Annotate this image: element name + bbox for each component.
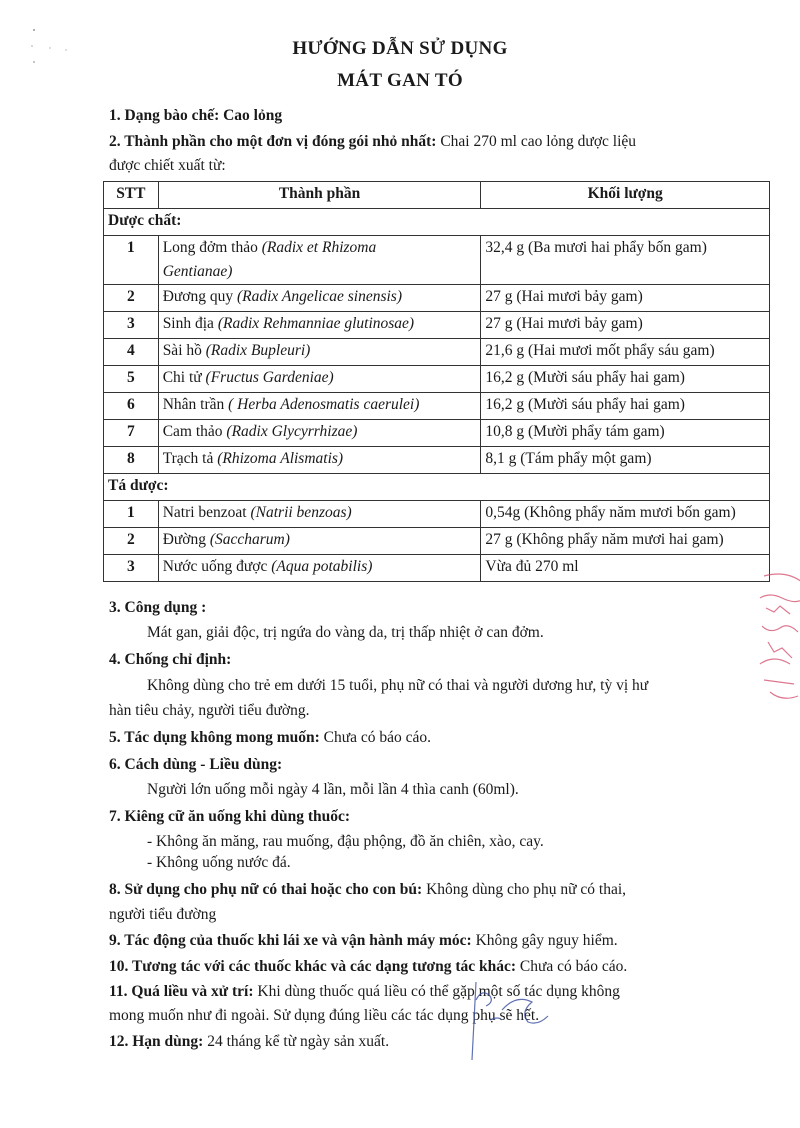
table-row: 2 Đường (Saccharum) 27 g (Không phẩy năm mươi hai gam) — [104, 528, 770, 555]
table-row: 3 Sinh địa (Radix Rehmanniae glutinosae) 27 g (Hai mươi bảy gam) — [104, 312, 770, 339]
section-contraindications-label: 4. Chống chỉ định: — [109, 651, 232, 668]
section-interactions: 10. Tương tác với các thuốc khác và các dạng tương tác khác: Chưa có báo cáo. — [109, 958, 628, 975]
section-row-active: Dược chất: — [104, 209, 770, 236]
table-row: 5 Chi tử (Fructus Gardeniae) 16,2 g (Mười sáu phẩy hai gam) — [104, 366, 770, 393]
table-row: 2 Đương quy (Radix Angelicae sinensis) 27 g (Hai mươi bảy gam) — [104, 285, 770, 312]
section-dosage-form: 1. Dạng bào chế: Cao lỏng — [109, 107, 283, 124]
table-row: 1 Natri benzoat (Natrii benzoas) 0,54g (Không phẩy năm mươi bốn gam) — [104, 501, 770, 528]
section-contraindications-text-cont: hàn tiêu chảy, người tiểu đường. — [109, 702, 310, 719]
signature-mark — [462, 980, 582, 1070]
section-overdose-cont: mong muốn như đi ngoài. Sử dụng đúng liều các tác dụng phụ sẽ hết. — [109, 1007, 540, 1024]
section-contraindications-text: Không dùng cho trẻ em dưới 15 tuổi, phụ nữ có thai và người dương hư, tỳ vị hư — [147, 677, 649, 694]
header-ingredient: Thành phần — [158, 182, 481, 209]
section-dosage-label: 6. Cách dùng - Liều dùng: — [109, 756, 283, 773]
section-shelf-life: 12. Hạn dùng: 24 tháng kể từ ngày sản xuất. — [109, 1033, 390, 1050]
table-row: 3 Nước uống được (Aqua potabilis) Vừa đủ 270 ml — [104, 555, 770, 582]
section-diet-item-1: - Không ăn măng, rau muống, đậu phộng, đồ ăn chiên, xào, cay. — [147, 833, 544, 850]
section-indications-text: Mát gan, giải độc, trị ngứa do vàng da, trị thấp nhiệt ở can đởm. — [147, 624, 544, 641]
document-title: HƯỚNG DẪN SỬ DỤNG — [292, 38, 508, 59]
red-seal-stamp — [756, 568, 800, 708]
table-row: 1 Long đởm thảo (Radix et Rhizoma Gentianae) 32,4 g (Ba mươi hai phẩy bốn gam) — [104, 236, 770, 285]
table-row: 6 Nhân trần ( Herba Adenosmatis caerulei) 16,2 g (Mười sáu phẩy hai gam) — [104, 393, 770, 420]
section-driving: 9. Tác động của thuốc khi lái xe và vận hành máy móc: Không gây nguy hiểm. — [109, 932, 618, 949]
table-row: 4 Sài hồ (Radix Bupleuri) 21,6 g (Hai mươi mốt phẩy sáu gam) — [104, 339, 770, 366]
section-row-excipients: Tá dược: — [104, 474, 770, 501]
section-indications-label: 3. Công dụng : — [109, 599, 207, 616]
header-stt: STT — [104, 182, 159, 209]
section-pregnancy: 8. Sử dụng cho phụ nữ có thai hoặc cho con bú: Không dùng cho phụ nữ có thai, — [109, 881, 627, 898]
table-row: 7 Cam thảo (Radix Glycyrrhizae) 10,8 g (Mười phẩy tám gam) — [104, 420, 770, 447]
product-name: MÁT GAN TÓ — [337, 70, 463, 91]
section-pregnancy-cont: người tiểu đường — [109, 906, 217, 923]
section-dosage-text: Người lớn uống mỗi ngày 4 lần, mỗi lần 4 thìa canh (60ml). — [147, 781, 519, 798]
ingredients-table — [103, 181, 770, 582]
section-composition: 2. Thành phần cho một đơn vị đóng gói nhỏ nhất: Chai 270 ml cao lỏng dược liệu — [109, 133, 637, 150]
section-side-effects: 5. Tác dụng không mong muốn: Chưa có báo cáo. — [109, 729, 432, 746]
section-diet-item-2: - Không uống nước đá. — [147, 854, 291, 871]
section-diet-label: 7. Kiêng cữ ăn uống khi dùng thuốc: — [109, 808, 351, 825]
table-row: 8 Trạch tả (Rhizoma Alismatis) 8,1 g (Tám phẩy một gam) — [104, 447, 770, 474]
section-overdose: 11. Quá liều và xử trí: Khi dùng thuốc quá liều có thể gặp một số tác dụng không — [109, 983, 620, 1000]
section-composition-cont: được chiết xuất từ: — [109, 157, 226, 174]
header-amount: Khối lượng — [481, 182, 770, 209]
table-header-row — [104, 182, 770, 209]
